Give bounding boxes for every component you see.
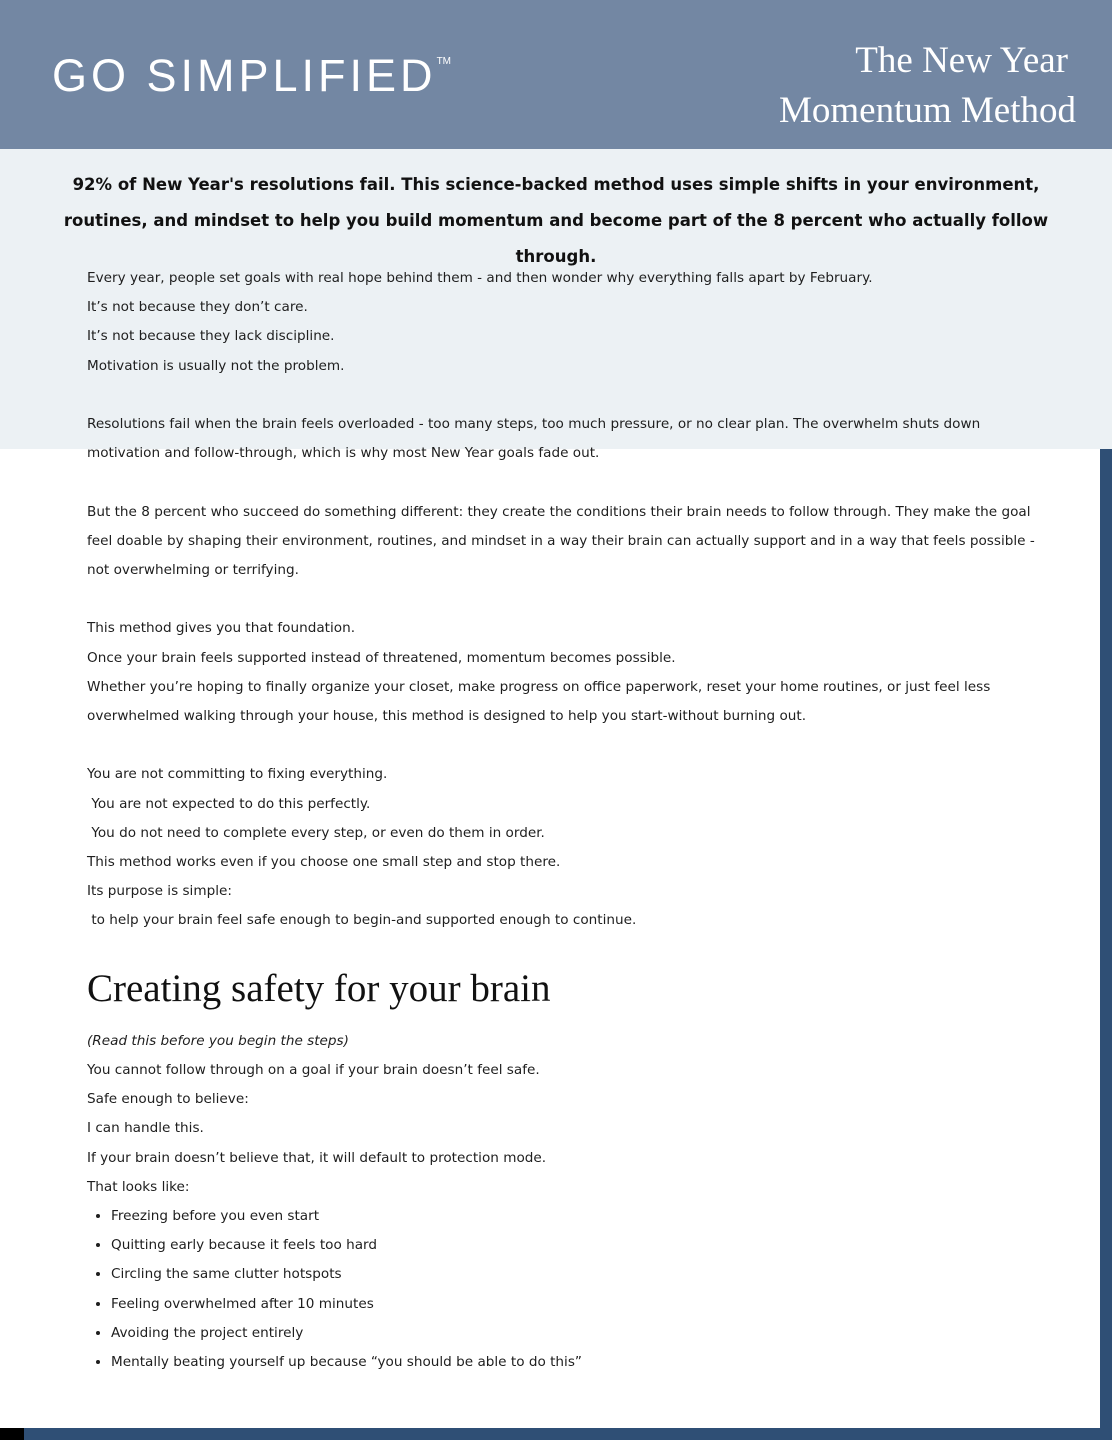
title-line-2: Momentum Method (778, 90, 1076, 131)
intro-statement: 92% of New Year's resolutions fail. This science-backed method uses simple shifts in your environment, routines, and mindset to help you build momentum and become part of the 8 percent who actually follow through. (63, 175, 1049, 266)
bullet-item: • Avoiding the project entirely (111, 1319, 1077, 1348)
paragraph (87, 264, 1077, 381)
title-line-1: The New Year (855, 40, 1068, 81)
text-line: feel doable by shaping their environment, routines, and mindset in a way their brain can actually support and in a way that feels possible - (87, 532, 1035, 549)
paragraph (87, 614, 1077, 731)
bullet-item: • Mentally beating yourself up because “you should be able to do this” (111, 1348, 1077, 1377)
text-line: But the 8 percent who succeed do something different: they create the conditions their brain needs to follow through. They make the goal (87, 503, 1031, 520)
text-line: motivation and follow-through, which is why most New Year goals fade out. (87, 445, 600, 462)
text-line: You are not expected to do this perfectly. (87, 795, 371, 812)
text-line: I can handle this. (87, 1120, 204, 1137)
text-line: It’s not because they lack discipline. (87, 328, 335, 345)
bullet-item: • Freezing before you even start (111, 1202, 1077, 1231)
text-line: Motivation is usually not the problem. (87, 357, 345, 374)
text-line: You cannot follow through on a goal if your brain doesn’t feel safe. (87, 1062, 540, 1078)
bullet-item: • Circling the same clutter hotspots (111, 1260, 1077, 1289)
text-line: It’s not because they don’t care. (87, 299, 308, 316)
header-banner (0, 0, 1112, 149)
bullet-item: • Feeling overwhelmed after 10 minutes (111, 1290, 1077, 1319)
paragraph (87, 410, 1077, 468)
text-line: This method gives you that foundation. (87, 620, 356, 637)
brand-logo (52, 50, 451, 102)
text-line: Safe enough to believe: (87, 1091, 249, 1108)
paragraph (87, 760, 1077, 935)
body-text (87, 264, 1077, 1377)
text-line: That looks like: (87, 1178, 190, 1195)
bottom-accent-bar (0, 1428, 1112, 1440)
text-line: Whether you’re hoping to finally organize your closet, make progress on office paperwork, reset your home routines, or just feel less (87, 678, 991, 695)
text-line: Resolutions fail when the brain feels overloaded - too many steps, too much pressure, or no clear plan. The overwhelm shuts down (87, 416, 981, 432)
section-heading: Creating safety for your brain (87, 966, 551, 1010)
text-line: Every year, people set goals with real hope behind them - and then wonder why everything falls apart by February. (87, 270, 873, 286)
right-accent-bar (1100, 449, 1112, 1440)
text-line: You are not committing to fixing everything. (87, 766, 388, 783)
bottom-corner-block (0, 1428, 24, 1440)
text-line: If your brain doesn’t believe that, it will default to protection mode. (87, 1149, 547, 1166)
logo-text: GO SIMPLIFIED (52, 50, 437, 101)
text-line: overwhelmed walking through your house, this method is designed to help you start-without burning out. (87, 708, 807, 724)
document-title (779, 36, 1076, 136)
text-line: This method works even if you choose one small step and stop there. (87, 854, 561, 870)
text-line: Its purpose is simple: (87, 883, 232, 900)
bullet-list (87, 1202, 1077, 1377)
text-line: to help your brain feel safe enough to begin-and supported enough to continue. (87, 912, 637, 929)
section-note: (Read this before you begin the steps) (87, 1032, 349, 1049)
trademark: TM (436, 56, 452, 67)
text-line: not overwhelming or terrifying. (87, 562, 299, 578)
text-line: Once your brain feels supported instead of threatened, momentum becomes possible. (87, 649, 676, 666)
text-line: You do not need to complete every step, or even do them in order. (87, 824, 545, 841)
bullet-item: • Quitting early because it feels too hard (111, 1231, 1077, 1260)
paragraph (87, 498, 1077, 586)
